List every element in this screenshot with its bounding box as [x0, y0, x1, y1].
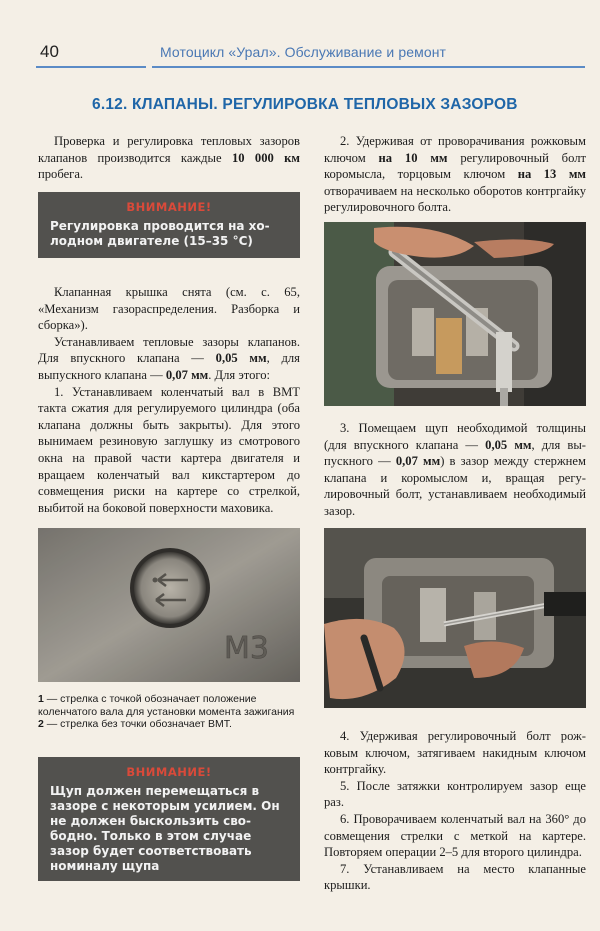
header-rule-left	[36, 66, 146, 68]
step-2-block	[324, 133, 586, 216]
caption-item-1: 1 — стрелка с точкой обозначает положение коленчатого вала для установки момента зажигания	[38, 693, 295, 718]
running-title: Мотоцикл «Урал». Обслуживание и ремонт	[160, 44, 447, 60]
section-title: 6.12. КЛАПАНЫ. РЕГУЛИРОВКА ТЕПЛОВЫХ ЗАЗОРОВ	[92, 96, 518, 113]
paragraph-clearances: Устанавливаем тепловые зазоры клапанов. Для впускного клапана — 0,05 мм, для выпускного клапана — 0,07 мм. Для этого:	[38, 334, 300, 382]
warning-text: Щуп должен перемещаться в зазоре с некоторым усилием. Он не должен быскользить свободно. Только в этом случае зазор будет соответствовать номиналу щупа	[50, 784, 280, 873]
photo-caption	[38, 693, 300, 731]
caption-item-2: 2 — стрелка без точки обозначает ВМТ.	[38, 718, 232, 730]
paragraph-step-5: 5. После затяжки контролируем зазор еще раз.	[324, 778, 586, 810]
warning-box-feeler-gauge	[38, 757, 300, 881]
paragraph-step-1: 1. Устанавливаем коленчатый вал в ВМТ такта сжатия для регулируемого цилиндра (оба клапана должны быть закрыты). Для этого вынимаем резиновую заглушку из смотрового окна на правой части картера двигателя и вращаем коленчатый вал кикстартером до совмещения риски на картере со стрелкой, выбитой на боковой поверхности маховика.	[38, 384, 300, 515]
steps-4-7-block	[324, 728, 586, 894]
warning-text: Регулировка проводится на холодном двигателе (15–35 °С)	[50, 219, 270, 248]
locknut-photo-illustration	[324, 222, 586, 406]
feeler-gauge-photo-illustration	[324, 528, 586, 708]
photo-loosening-locknut	[324, 222, 586, 406]
flywheel-photo-illustration	[38, 528, 300, 682]
page-header	[0, 0, 600, 70]
paragraph-step-2: 2. Удерживая от проворачивания рожковым ключом на 10 мм регулировочный болт коромысла, торцовым ключом на 13 мм отворачиваем на несколько оборотов контргайку регулировочного болта.	[324, 134, 586, 215]
paragraph-step-3: 3. Помещаем щуп необходимой толщины (для впускного клапана — 0,05 мм, для выпускного — 0,07 мм) в зазор между стержнем клапана и коромыслом и, вращая регулировочный болт, устанавливаем необходимый зазор.	[324, 421, 586, 518]
intro-paragraph-block	[38, 133, 300, 183]
photo-casting-mark: М3	[224, 631, 269, 666]
warning-box-cold-engine	[38, 192, 300, 258]
paragraph-step-4: 4. Удерживая регулировочный болт рожковым ключом, затягиваем накидным ключом контргайку.	[324, 729, 586, 777]
paragraph-step-6: 6. Проворачиваем коленчатый вал на 360° до совмещения стрелки с меткой на картере. Повторяем операции 2–5 для второго цилиндра.	[324, 811, 586, 860]
warning-title: ВНИМАНИЕ!	[126, 200, 212, 214]
paragraph-step-7: 7. Устанавливаем на место клапанные крышки.	[324, 861, 586, 893]
photo-feeler-gauge	[324, 528, 586, 708]
paragraph-cover-removed: Клапанная крышка снята (см. с. 65, «Механизм газораспределения. Разборка и сборка»).	[38, 285, 300, 333]
page-number: 40	[40, 42, 59, 61]
left-text-block	[38, 284, 300, 516]
header-rule-right	[152, 66, 585, 68]
photo-flywheel-window	[38, 528, 300, 682]
warning-title: ВНИМАНИЕ!	[126, 765, 212, 779]
step-3-block	[324, 420, 586, 520]
intro-paragraph: Проверка и регулировка тепловых зазоров клапанов производится каждые 10 000 км пробега.	[38, 134, 300, 182]
